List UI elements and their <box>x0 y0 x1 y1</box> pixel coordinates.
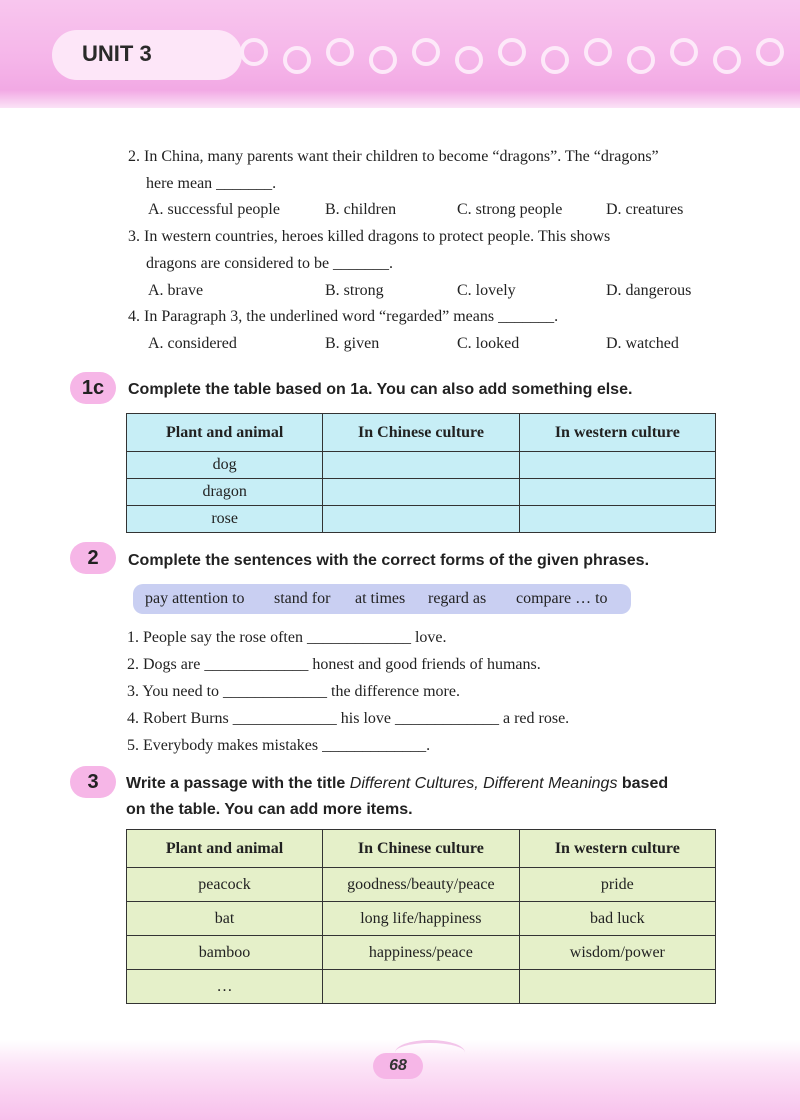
ring-decoration <box>326 38 354 66</box>
sentence-3: 3. You need to _____________ the difference more. <box>127 683 460 700</box>
instruction-text: Write a passage with the title <box>126 775 350 792</box>
table-cell-blank <box>519 479 715 506</box>
ring-decoration <box>756 38 784 66</box>
ring-decoration <box>455 46 483 74</box>
table-cell-blank <box>323 506 519 533</box>
section-1c-badge: 1c <box>70 372 116 404</box>
table-row <box>127 970 716 1004</box>
page-header <box>0 0 800 108</box>
ring-decoration <box>670 38 698 66</box>
question-3-option-c: C. lovely <box>457 282 516 299</box>
table-row <box>127 506 716 533</box>
table-header-row <box>127 830 716 868</box>
table-cell: goodness/beauty/peace <box>323 868 520 902</box>
page-number: 68 <box>373 1053 423 1079</box>
ring-decoration <box>369 46 397 74</box>
sentence-5: 5. Everybody makes mistakes _____________. <box>127 737 431 754</box>
table-row <box>127 936 716 970</box>
ring-decoration <box>541 46 569 74</box>
table-cell-blank <box>519 506 715 533</box>
table-cell-blank <box>519 452 715 479</box>
instruction-text: based <box>617 775 669 792</box>
question-4-option-c: C. looked <box>457 335 520 352</box>
sentence-1: 1. People say the rose often _____________ love. <box>127 629 447 646</box>
phrase-item: at times <box>355 590 406 607</box>
table-row <box>127 902 716 936</box>
table-cell: happiness/peace <box>323 936 520 970</box>
question-4-option-a: A. considered <box>148 335 237 352</box>
table-row <box>127 452 716 479</box>
table-header-cell: Plant and animal <box>127 414 323 452</box>
section-2-badge: 2 <box>70 542 116 574</box>
question-3-text: 3. In western countries, heroes killed dragons to protect people. This shows <box>128 228 611 245</box>
ring-decoration <box>412 38 440 66</box>
question-4-option-d: D. watched <box>606 335 679 352</box>
table-header-cell: In western culture <box>519 830 715 868</box>
table-cell: dragon <box>127 479 323 506</box>
table-1c <box>126 413 716 533</box>
table-row <box>127 479 716 506</box>
passage-title: Different Cultures, Different Meanings <box>349 775 618 792</box>
table-cell-blank <box>323 970 520 1004</box>
ring-decoration <box>498 38 526 66</box>
table-cell: bad luck <box>519 902 715 936</box>
question-4-text: 4. In Paragraph 3, the underlined word “regarded” means _______. <box>128 308 559 325</box>
section-3-badge: 3 <box>70 766 116 798</box>
question-3-option-d: D. dangerous <box>606 282 692 299</box>
question-4-option-b: B. given <box>325 335 380 352</box>
question-2-option-c: C. strong people <box>457 201 563 218</box>
question-2-option-b: B. children <box>325 201 397 218</box>
table-cell-blank <box>323 452 519 479</box>
ring-decoration <box>584 38 612 66</box>
table-cell: bamboo <box>127 936 323 970</box>
ring-decoration <box>627 46 655 74</box>
section-1c-instruction: Complete the table based on 1a. You can also add something else. <box>128 381 633 398</box>
table-header-cell: In Chinese culture <box>323 414 519 452</box>
ring-decoration <box>713 46 741 74</box>
table-cell: bat <box>127 902 323 936</box>
unit-title: UNIT 3 <box>82 41 152 66</box>
section-3-instruction <box>126 771 668 823</box>
question-2-option-a: A. successful people <box>148 201 280 218</box>
question-2-option-d: D. creatures <box>606 201 684 218</box>
question-2-text: 2. In China, many parents want their children to become “dragons”. The “dragons” <box>128 148 659 165</box>
table-cell: dog <box>127 452 323 479</box>
phrase-item: compare … to <box>516 590 608 607</box>
phrase-item: regard as <box>428 590 487 607</box>
question-3-option-a: A. brave <box>148 282 204 299</box>
ring-decoration <box>240 38 268 66</box>
ring-decoration <box>283 46 311 74</box>
table-cell: wisdom/power <box>519 936 715 970</box>
question-2-text-cont: here mean _______. <box>146 175 277 192</box>
table-cell-blank <box>519 970 715 1004</box>
table-header-cell: Plant and animal <box>127 830 323 868</box>
instruction-text: on the table. You can add more items. <box>126 801 413 818</box>
table-3 <box>126 829 716 1004</box>
sentence-4: 4. Robert Burns _____________ his love _____________ a red rose. <box>127 710 570 727</box>
phrase-item: stand for <box>274 590 331 607</box>
table-header-cell: In Chinese culture <box>323 830 520 868</box>
question-3-text-cont: dragons are considered to be _______. <box>146 255 394 272</box>
section-2-instruction: Complete the sentences with the correct forms of the given phrases. <box>128 552 650 569</box>
table-cell: peacock <box>127 868 323 902</box>
sentence-2: 2. Dogs are _____________ honest and good friends of humans. <box>127 656 541 673</box>
table-header-row <box>127 414 716 452</box>
table-row <box>127 868 716 902</box>
table-cell: pride <box>519 868 715 902</box>
table-cell-blank <box>323 479 519 506</box>
table-cell: long life/happiness <box>323 902 520 936</box>
table-cell: rose <box>127 506 323 533</box>
table-cell: … <box>127 970 323 1004</box>
question-3-option-b: B. strong <box>325 282 384 299</box>
phrase-item: pay attention to <box>145 590 245 607</box>
table-header-cell: In western culture <box>519 414 715 452</box>
